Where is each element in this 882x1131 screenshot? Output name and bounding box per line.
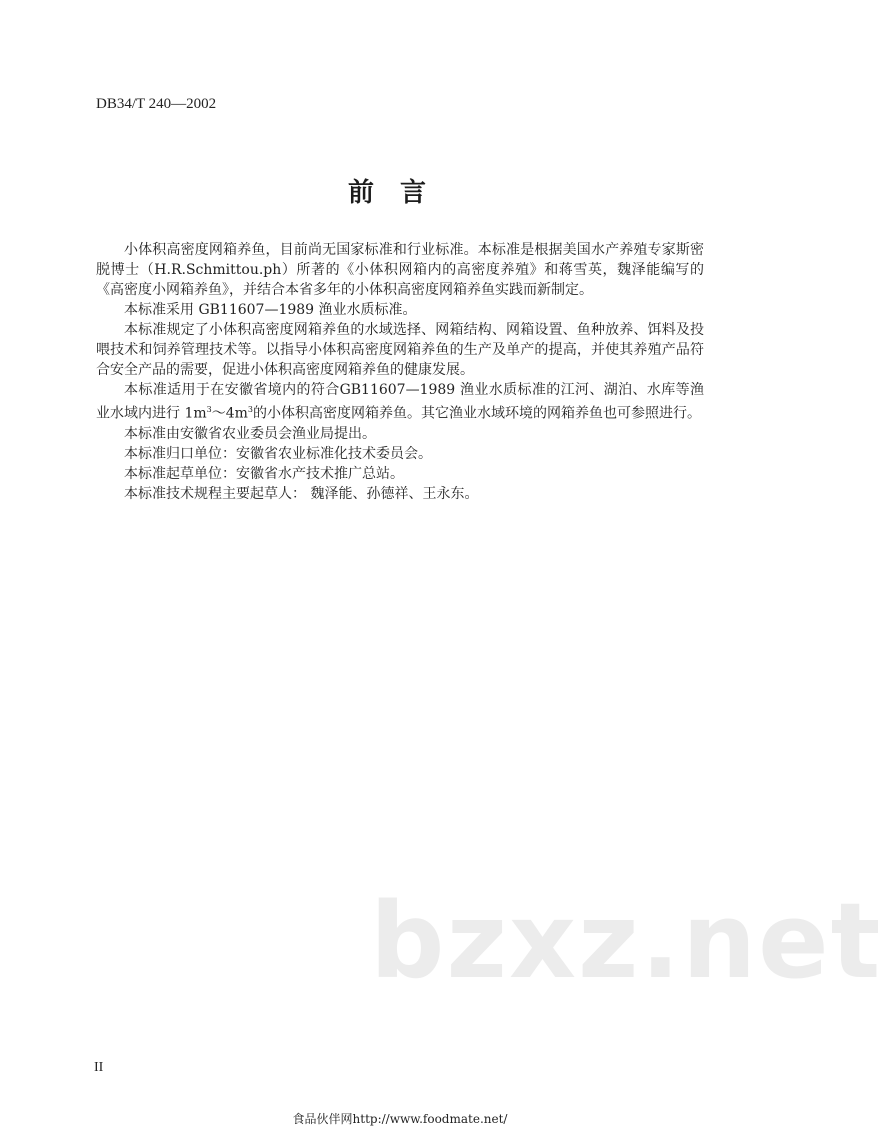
paragraph-drafters: 本标准技术规程主要起草人： 魏泽能、孙德祥、王永东。 <box>124 485 479 502</box>
applicability-text-range: ～4m <box>211 405 248 422</box>
paragraph-responsible-unit: 本标准归口单位：安徽省农业标准化技术委员会。 <box>124 445 432 462</box>
applicability-text-end: 的小体积高密度网箱养鱼。其它渔业水域环境的网箱养鱼也可参照进行。 <box>253 405 702 422</box>
paragraph-drafting-unit: 本标准起草单位：安徽省水产技术推广总站。 <box>124 465 404 482</box>
superscript-cubic-2: 3 <box>247 405 254 414</box>
foreword-body <box>96 240 704 504</box>
standard-code: DB34/T 240—2002 <box>96 96 217 112</box>
page-title: 前言 <box>347 178 452 208</box>
applicability-text-start: 本标准适用于在安徽省境内的符合GB11607—1989 渔业水质标准的江河、湖泊、水库等渔业水域内进行 1m <box>96 382 704 422</box>
superscript-cubic-1: 3 <box>206 405 212 414</box>
paragraph-applicability <box>96 380 704 424</box>
page-number: II <box>94 1060 104 1075</box>
footer-source-link: 食品伙伴网http://www.foodmate.net/ <box>292 1112 508 1126</box>
paragraph-proposer: 本标准由安徽省农业委员会渔业局提出。 <box>124 425 376 442</box>
paragraph-scope-content: 本标准规定了小体积高密度网箱养鱼的水域选择、网箱结构、网箱设置、鱼种放养、饵料及投喂技术和饲养管理技术等。以指导小体积高密度网箱养鱼的生产及单产的提高，并使其养殖产品符合安全产品的需要，促进小体积高密度网箱养鱼的健康发展。 <box>96 322 704 378</box>
watermark-logo: bzxz.net <box>370 880 882 1002</box>
paragraph-adopted-standard: 本标准采用 GB11607—1989 渔业水质标准。 <box>124 302 417 318</box>
paragraph-origin: 小体积高密度网箱养鱼，目前尚无国家标准和行业标准。本标准是根据美国水产养殖专家斯密脱博士（H.R.Schmittou.ph）所著的《小体积网箱内的高密度养殖》和蒋雪英，魏泽能编写的《高密度小网箱养鱼》，并结合本省多年的小体积高密度网箱养鱼实践而新制定。 <box>96 242 704 298</box>
